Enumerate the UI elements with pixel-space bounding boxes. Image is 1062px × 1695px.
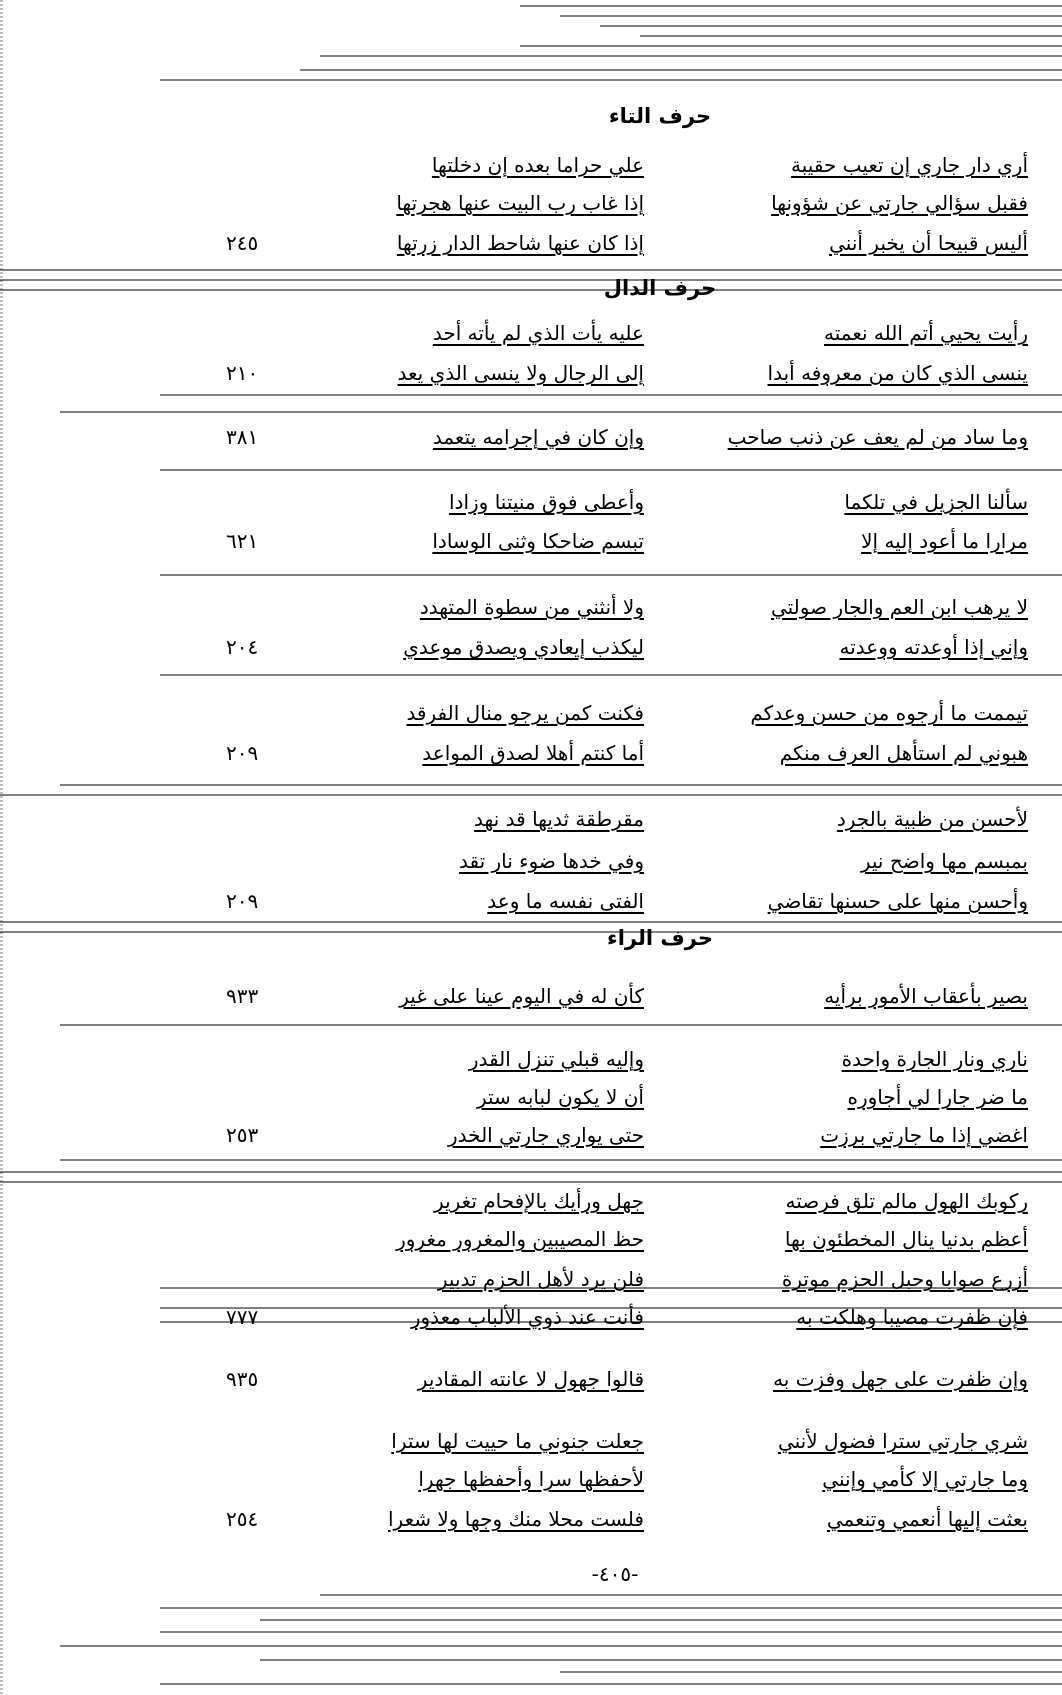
verse-second-hemistich: قالوا جهول لا عانته المقادير	[417, 1367, 644, 1391]
section-heading-dal: حرف الدال	[603, 276, 717, 300]
verse-second-hemistich: وإن كان في إجرامه يتعمد	[432, 425, 644, 449]
verse-second-hemistich: فأنت عند ذوي الألباب معذور	[410, 1305, 644, 1329]
section-heading-raa: حرف الراء	[607, 926, 713, 950]
verse-first-hemistich: وإن ظفرت على جهل وفزت به	[773, 1367, 1028, 1391]
verse-first-hemistich: أزرع صوابا وحبل الحزم موترة	[781, 1267, 1028, 1291]
page-reference: ٩٣٥	[226, 1367, 259, 1391]
verse-second-hemistich: حتى يواري جارتي الخدر	[448, 1123, 644, 1147]
page-reference: ٢٥٤	[226, 1507, 259, 1531]
page-reference: ٢٥٣	[226, 1123, 259, 1147]
page-reference: ٢٠٩	[226, 889, 259, 913]
verse-first-hemistich: سألنا الجزيل في تلكما	[844, 490, 1028, 514]
verse-first-hemistich: تيممت ما أرجوه من حسن وعدكم	[750, 701, 1028, 725]
page-reference: ٣٨١	[226, 425, 259, 449]
verse-first-hemistich: فقبل سؤالي جارتي عن شؤونها	[771, 191, 1028, 215]
verse-second-hemistich: حظ المصيبين والمغرور مغرور	[396, 1227, 644, 1251]
verse-second-hemistich: ولا أنثني من سطوة المتهدد	[419, 595, 644, 619]
verse-second-hemistich: إذا كان عنها شاحط الدار زرتها	[396, 231, 644, 255]
verse-first-hemistich: أليس قبيحا أن يخبر أنني	[829, 231, 1028, 255]
verse-first-hemistich: أعظم بدنيا ينال المخطئون بها	[784, 1227, 1028, 1251]
verse-second-hemistich: عليه يأت الذي لم يأته أحد	[432, 321, 644, 345]
verse-second-hemistich: فلست محلا منك وجها ولا شعرا	[387, 1507, 644, 1531]
section-heading-taa: حرف التاء	[608, 104, 712, 128]
verse-first-hemistich: فإن ظفرت مصيبا وهلكت به	[796, 1305, 1028, 1329]
verse-first-hemistich: ركوبك الهول مالم تلق فرصته	[785, 1189, 1028, 1213]
verse-second-hemistich: كأن له في اليوم عينا على غير	[399, 984, 644, 1008]
verse-first-hemistich: بمبسم مها واضح نير	[860, 849, 1028, 873]
page-reference: ٢٠٩	[226, 741, 259, 765]
verse-second-hemistich: مقرطقة ثديها قد نهد	[474, 807, 644, 831]
verse-second-hemistich: الفتى نفسه ما وعد	[487, 889, 644, 913]
page-reference: ٩٣٣	[226, 984, 259, 1008]
verse-first-hemistich: وما ساد من لم يعف عن ذنب صاحب	[727, 425, 1028, 449]
verse-second-hemistich: فكنت كمن يرجو منال الفرقد	[406, 701, 644, 725]
page-reference: ٢٤٥	[226, 231, 259, 255]
verse-second-hemistich: ليكذب إيعادي ويصدق موعدي	[403, 635, 644, 659]
verse-second-hemistich: أما كنتم أهلا لصدق المواعد	[422, 741, 644, 765]
verse-first-hemistich: اغضي إذا ما جارتي برزت	[820, 1123, 1028, 1147]
page-number: -٤٠٥-	[591, 1562, 639, 1586]
verse-second-hemistich: إذا غاب رب البيت عنها هجرتها	[396, 191, 644, 215]
verse-first-hemistich: لا يرهب ابن العم والجار صولتي	[770, 595, 1028, 619]
verse-second-hemistich: جعلت جنوني ما حييت لها سترا	[391, 1429, 644, 1453]
verse-second-hemistich: فلن يرد لأهل الحزم تدبير	[437, 1267, 644, 1291]
page-reference: ٦٢١	[226, 529, 259, 553]
verse-second-hemistich: أن لا يكون لبابه ستر	[476, 1085, 644, 1109]
verse-second-hemistich: إلى الرجال ولا ينسى الذي يعد	[397, 361, 644, 385]
verse-first-hemistich: ما ضر جارا لي أجاوره	[847, 1085, 1028, 1109]
verse-first-hemistich: أري دار جاري إن تعيب حقيبة	[791, 153, 1028, 177]
verse-first-hemistich: بعثت إليها أنعمي وتنعمي	[826, 1507, 1028, 1531]
verse-first-hemistich: لأحسن من ظبية بالجرد	[836, 807, 1028, 831]
verse-second-hemistich: لأحفظها سرا وأحفظها جهرا	[418, 1467, 644, 1491]
verse-first-hemistich: هبوني لم استأهل العرف منكم	[779, 741, 1028, 765]
verse-second-hemistich: جهل ورأيك بالإفحام تغرير	[434, 1189, 644, 1213]
verse-second-hemistich: وأعطى فوق منيتنا وزادا	[449, 490, 644, 514]
page-reference: ٧٧٧	[226, 1305, 259, 1329]
verse-first-hemistich: بصير بأعقاب الأمور برأيه	[824, 984, 1028, 1008]
verse-first-hemistich: رأيت يحيي أتم الله نعمته	[824, 321, 1028, 345]
verse-second-hemistich: وفي خدها ضوء نار تقد	[458, 849, 644, 873]
verse-second-hemistich: وإليه قبلي تنزل القدر	[468, 1047, 644, 1071]
verse-first-hemistich: ناري ونار الجارة واحدة	[841, 1047, 1028, 1071]
verse-second-hemistich: علي حراما بعده إن دخلتها	[431, 153, 644, 177]
verse-first-hemistich: وما جارتي إلا كأمي وإنني	[822, 1467, 1028, 1491]
verse-first-hemistich: ينسى الذي كان من معروفه أبدا	[767, 361, 1028, 385]
verse-second-hemistich: تبسم ضاحكا وثنى الوسادا	[432, 529, 644, 553]
verse-first-hemistich: شري جارتي سترا فضول لأنني	[777, 1429, 1028, 1453]
page-reference: ٢٠٤	[226, 635, 259, 659]
verse-first-hemistich: مرارا ما أعود إليه إلا	[861, 529, 1028, 553]
verse-first-hemistich: وإني إذا أوعدته ووعدته	[839, 635, 1028, 659]
verse-first-hemistich: وأحسن منها على حسنها تقاضي	[767, 889, 1028, 913]
page-reference: ٢١٠	[226, 361, 259, 385]
